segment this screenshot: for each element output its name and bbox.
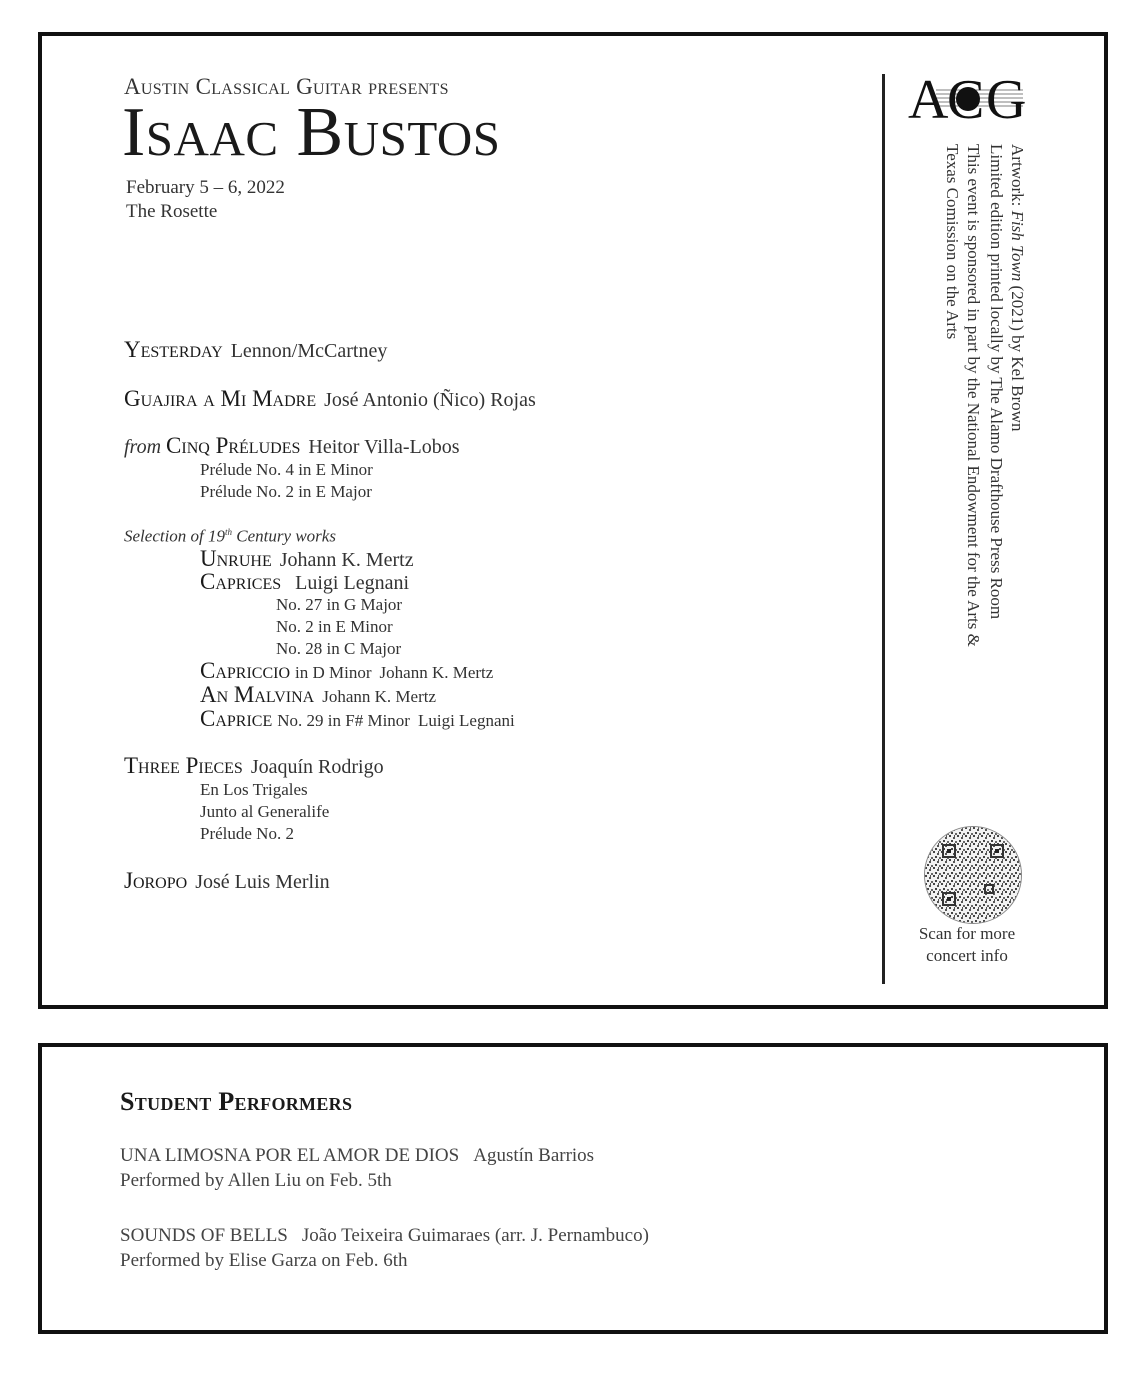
- movement: Junto al Generalife: [200, 801, 330, 821]
- piece-performer: Performed by Elise Garza on Feb. 6th: [120, 1250, 408, 1271]
- work-title: An Malvina: [200, 681, 315, 707]
- work-title: Cinq Préludes: [166, 433, 301, 458]
- piece-composer: Agustín Barrios: [473, 1145, 595, 1166]
- svg-text:A: A: [908, 69, 945, 126]
- work-composer: Luigi Legnani: [295, 571, 409, 594]
- work-item: [124, 754, 844, 779]
- work-composer: José Antonio (Ñico) Rojas: [324, 389, 536, 411]
- piece-title: UNA LIMOSNA POR EL AMOR DE DIOS: [120, 1145, 460, 1166]
- work-title: Caprices: [200, 568, 282, 594]
- work-item: [124, 434, 844, 459]
- event-info: [126, 176, 285, 224]
- piece-performer: Performed by Allen Liu on Feb. 5th: [120, 1170, 392, 1191]
- svg-text:G: G: [986, 69, 1027, 126]
- work-composer: Johann K. Mertz: [379, 662, 494, 682]
- work-item: [124, 338, 844, 363]
- movement: Prélude No. 2: [200, 823, 294, 843]
- movement: En Los Trigales: [200, 779, 308, 799]
- work-composer: Lennon/McCartney: [230, 340, 388, 362]
- movement: No. 28 in C Major: [276, 638, 402, 658]
- work-item: [124, 681, 844, 708]
- event-venue: The Rosette: [126, 201, 218, 222]
- piece-composer: João Teixeira Guimaraes (arr. J. Pernambuco): [301, 1225, 649, 1246]
- work-item: [124, 705, 844, 732]
- work-title: Unruhe: [200, 545, 272, 571]
- scan-caption: Scan for more concert info: [918, 924, 1016, 965]
- work-item: [124, 869, 844, 894]
- program-card: [38, 32, 1108, 1009]
- work-detail: in D Minor: [295, 662, 372, 682]
- presenter-line: Austin Classical Guitar presents: [124, 74, 449, 99]
- work-composer: Heitor Villa-Lobos: [308, 436, 460, 458]
- sponsor-line-2: Texas Comission on the Arts: [943, 144, 962, 340]
- vertical-divider: [882, 74, 885, 984]
- movement: No. 27 in G Major: [276, 594, 403, 614]
- work-detail: No. 29 in F# Minor: [277, 710, 410, 730]
- student-performers-card: [38, 1043, 1108, 1334]
- work-composer: Luigi Legnani: [417, 710, 515, 730]
- student-piece: [120, 1223, 649, 1273]
- work-item: [124, 657, 844, 684]
- work-title: Three Pieces: [124, 752, 243, 778]
- work-title: Caprice: [200, 705, 273, 731]
- work-composer: Joaquín Rodrigo: [250, 755, 384, 778]
- qr-code[interactable]: [924, 826, 1022, 924]
- work-prefix: from: [124, 436, 162, 458]
- group-label: Selection of 19th Century works: [124, 526, 336, 546]
- acg-logo: [908, 66, 1038, 126]
- work-title: Capriccio: [200, 657, 291, 683]
- movement: Prélude No. 4 in E Minor: [200, 460, 373, 479]
- student-piece: [120, 1143, 594, 1193]
- work-item: [124, 387, 844, 412]
- artist-name: Isaac Bustos: [122, 94, 501, 171]
- piece-title: SOUNDS OF BELLS: [120, 1225, 288, 1246]
- work-title: Yesterday: [124, 337, 223, 362]
- work-composer: Johann K. Mertz: [279, 548, 414, 571]
- work-title: Guajira a Mi Madre: [124, 386, 317, 411]
- print-credit: Limited edition printed locally by The Alamo Drafthouse Press Room: [987, 144, 1006, 620]
- program-list: [124, 338, 844, 894]
- svg-text:C: C: [947, 69, 985, 126]
- credits-vertical: [918, 144, 1028, 744]
- sponsor-line-1: This event is sponsored in part by the National Endowment for the Arts &: [964, 144, 983, 647]
- work-title: Joropo: [124, 867, 188, 893]
- section-heading: Student Performers: [120, 1087, 353, 1116]
- artwork-credit: Artwork: Fish Town (2021) by Kel Brown: [1008, 144, 1027, 432]
- work-item: [124, 568, 844, 594]
- movement: Prélude No. 2 in E Major: [200, 482, 372, 501]
- event-dates: February 5 – 6, 2022: [126, 177, 285, 198]
- work-composer: Johann K. Mertz: [322, 686, 436, 706]
- work-item: [124, 545, 844, 571]
- movement: No. 2 in E Minor: [276, 616, 393, 636]
- work-composer: José Luis Merlin: [195, 870, 330, 893]
